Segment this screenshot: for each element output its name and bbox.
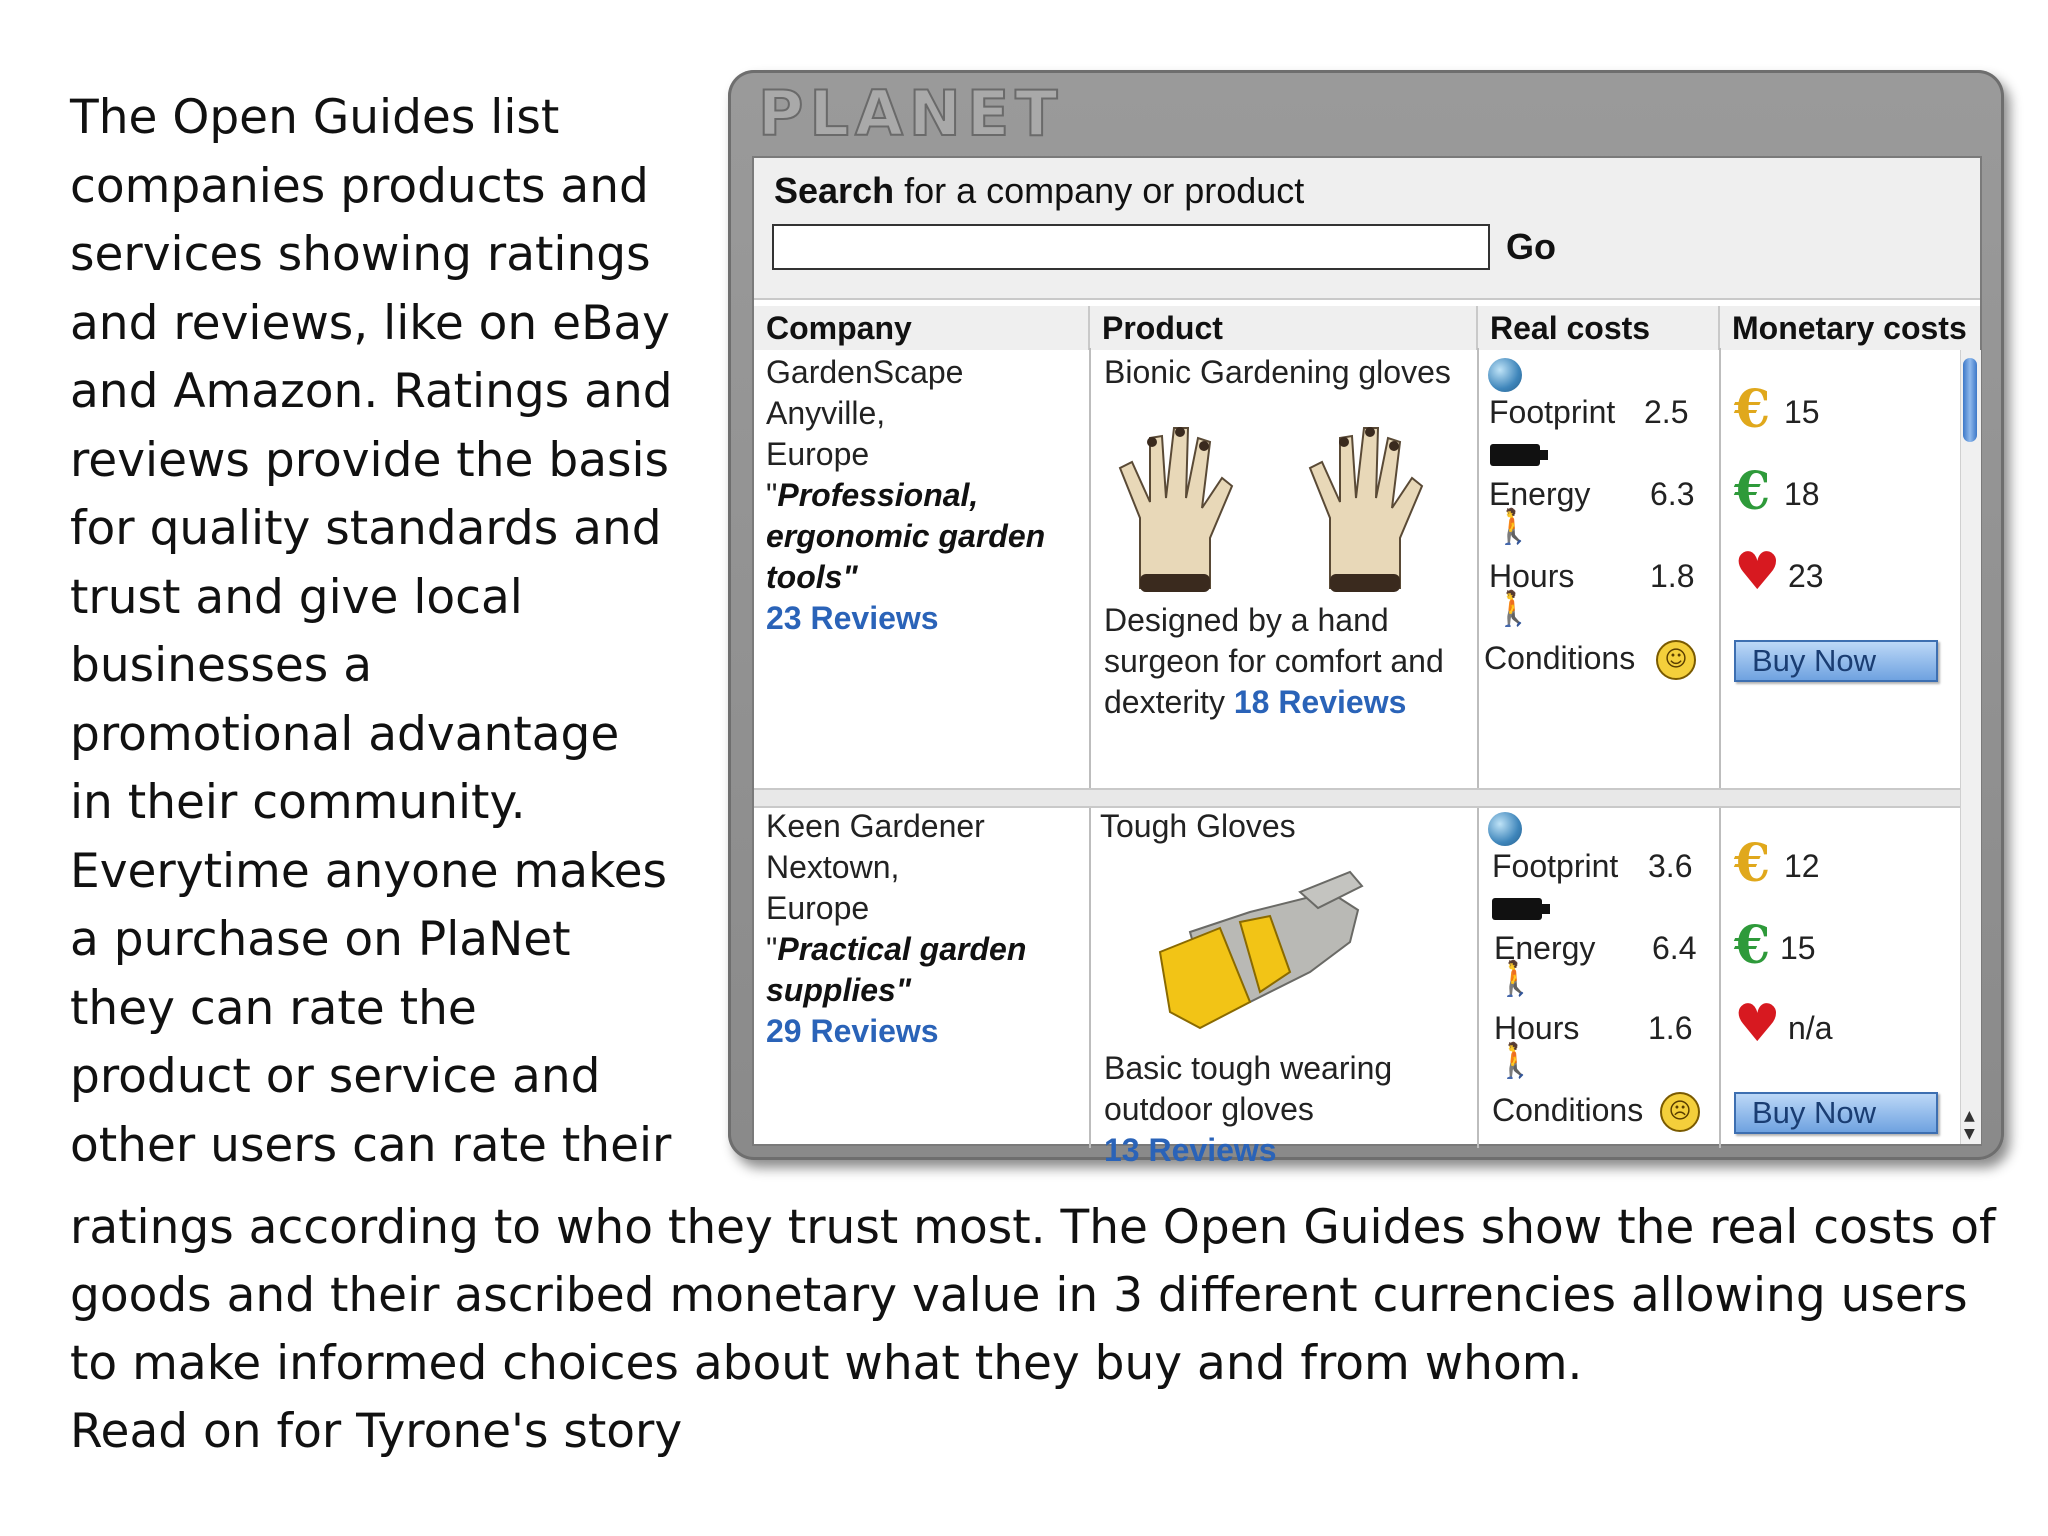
company-region: Europe bbox=[766, 436, 870, 472]
energy-label: Energy bbox=[1489, 476, 1591, 512]
energy-label: Energy bbox=[1494, 930, 1596, 966]
conditions-label: Conditions bbox=[1492, 1092, 1644, 1128]
euro-green-icon: € bbox=[1734, 461, 1771, 522]
worried-face-icon: ☹ bbox=[1660, 1092, 1700, 1132]
buy-now-button[interactable]: Buy Now bbox=[1734, 1092, 1938, 1134]
product-reviews-link[interactable]: 13 Reviews bbox=[1104, 1132, 1277, 1168]
footprint-value: 3.6 bbox=[1648, 848, 1693, 884]
quote-text: Professional, bbox=[777, 477, 979, 513]
quote-text: Practical garden bbox=[777, 931, 1027, 967]
globe-icon bbox=[1488, 358, 1522, 392]
text-line: goods and their ascribed monetary value in 3 different currencies allowing users bbox=[70, 1268, 1968, 1323]
text-line: they can rate the bbox=[70, 980, 477, 1036]
walking-person-icon: 🚶 bbox=[1492, 507, 1535, 547]
product-desc-text: dexterity bbox=[1104, 684, 1225, 720]
company-town: Nextown, bbox=[766, 849, 900, 885]
column-header-product: Product bbox=[1090, 306, 1478, 350]
money-value-3: 23 bbox=[1788, 558, 1824, 594]
text-line: companies products and bbox=[70, 158, 649, 214]
battery-icon bbox=[1492, 898, 1542, 920]
product-desc-line-with-link bbox=[1104, 682, 1474, 723]
text-line: a purchase on PlaNet bbox=[70, 912, 571, 967]
text-line: reviews provide the basis bbox=[70, 432, 670, 488]
quote-mark: " bbox=[766, 931, 778, 967]
company-name: GardenScape bbox=[766, 354, 964, 390]
logo-text: PLANET bbox=[758, 77, 1064, 150]
text-line: businesses a bbox=[70, 638, 372, 693]
table-row bbox=[754, 350, 1960, 788]
footprint-label: Footprint bbox=[1492, 848, 1619, 884]
column-header-company: Company bbox=[754, 306, 1090, 350]
company-town: Anyville, bbox=[766, 395, 886, 431]
slide-bottom-text bbox=[70, 1194, 2010, 1466]
conditions-label: Conditions bbox=[1484, 640, 1636, 676]
product-description bbox=[1104, 600, 1474, 723]
search-input[interactable] bbox=[772, 224, 1490, 270]
quote-mark: " bbox=[766, 477, 778, 513]
euro-gold-icon: € bbox=[1734, 833, 1771, 894]
energy-value: 6.4 bbox=[1652, 930, 1697, 966]
bionic-gloves-image bbox=[1100, 398, 1472, 608]
hours-value: 1.8 bbox=[1650, 558, 1695, 594]
company-reviews-link[interactable]: 29 Reviews bbox=[766, 1013, 939, 1049]
column-header-real-costs: Real costs bbox=[1478, 306, 1720, 350]
product-name: Bionic Gardening gloves bbox=[1104, 354, 1451, 390]
money-value-1: 12 bbox=[1784, 848, 1820, 884]
euro-gold-icon: € bbox=[1734, 379, 1771, 440]
company-cell bbox=[766, 806, 1084, 1052]
column-header-monetary-costs: Monetary costs bbox=[1720, 306, 1980, 350]
battery-icon bbox=[1490, 444, 1540, 466]
search-label-rest: for a company or product bbox=[894, 170, 1305, 211]
planet-window bbox=[728, 70, 2004, 1168]
scroll-up-arrow-icon[interactable]: ▲ bbox=[1964, 1108, 1975, 1124]
hours-value: 1.6 bbox=[1648, 1010, 1693, 1046]
text-line: in their community. bbox=[70, 775, 526, 830]
company-region: Europe bbox=[766, 890, 870, 926]
text-line: The Open Guides list bbox=[70, 90, 560, 145]
text-line: trust and give local bbox=[70, 569, 523, 625]
money-value-3: n/a bbox=[1788, 1010, 1833, 1046]
product-reviews-link[interactable]: 18 Reviews bbox=[1233, 684, 1407, 720]
text-line: Read on for Tyrone's story bbox=[70, 1404, 683, 1459]
buy-now-button[interactable]: Buy Now bbox=[1734, 640, 1938, 682]
product-description bbox=[1104, 1048, 1474, 1171]
company-cell bbox=[766, 352, 1084, 639]
scroll-down-arrow-icon[interactable]: ▼ bbox=[1964, 1126, 1975, 1142]
text-line: product or service and bbox=[70, 1049, 601, 1104]
table-row bbox=[754, 806, 1960, 1168]
company-name: Keen Gardener bbox=[766, 808, 985, 844]
globe-icon bbox=[1488, 812, 1522, 846]
text-line: services showing ratings bbox=[70, 227, 651, 282]
text-line: for quality standards and bbox=[70, 501, 662, 556]
happy-face-icon: ☺ bbox=[1656, 640, 1696, 680]
quote-text: ergonomic garden bbox=[766, 518, 1046, 554]
hours-label: Hours bbox=[1489, 558, 1575, 594]
money-value-2: 15 bbox=[1780, 930, 1816, 966]
scrollbar-thumb[interactable] bbox=[1963, 358, 1977, 442]
text-line: Everytime anyone makes bbox=[70, 843, 668, 899]
row-divider bbox=[754, 788, 1960, 808]
company-quote bbox=[766, 929, 1084, 970]
footprint-value: 2.5 bbox=[1644, 394, 1689, 430]
money-value-1: 15 bbox=[1784, 394, 1820, 430]
text-line: and reviews, like on eBay bbox=[70, 295, 670, 351]
walking-person-icon: 🚶 bbox=[1494, 1041, 1537, 1081]
product-desc-line: surgeon for comfort and bbox=[1104, 643, 1444, 679]
quote-text: tools" bbox=[766, 559, 858, 595]
product-desc-line: Designed by a hand bbox=[1104, 602, 1389, 638]
search-area bbox=[754, 158, 1980, 300]
text-line: to make informed choices about what they buy and from whom. bbox=[70, 1336, 1583, 1391]
text-line: promotional advantage bbox=[70, 706, 620, 762]
slide-left-text bbox=[70, 84, 690, 1180]
energy-value: 6.3 bbox=[1650, 476, 1695, 512]
heart-icon: ♥ bbox=[1734, 542, 1781, 602]
walking-person-icon: 🚶 bbox=[1494, 959, 1537, 999]
company-quote bbox=[766, 475, 1084, 516]
quote-text: supplies" bbox=[766, 972, 911, 1008]
search-label bbox=[774, 170, 1304, 212]
company-reviews-link[interactable]: 23 Reviews bbox=[766, 600, 939, 636]
scrollbar[interactable] bbox=[1960, 350, 1981, 1144]
euro-green-icon: € bbox=[1734, 915, 1771, 976]
walking-person-icon: 🚶 bbox=[1492, 589, 1535, 629]
product-desc-line: Basic tough wearing bbox=[1104, 1050, 1393, 1086]
text-line: other users can rate their bbox=[70, 1117, 672, 1173]
search-label-bold: Search bbox=[774, 170, 895, 211]
product-desc-line: outdoor gloves bbox=[1104, 1091, 1314, 1127]
text-line: and Amazon. Ratings and bbox=[70, 364, 673, 419]
tough-gloves-image bbox=[1100, 852, 1472, 1042]
product-name: Tough Gloves bbox=[1100, 808, 1296, 844]
footprint-label: Footprint bbox=[1489, 394, 1616, 430]
planet-logo bbox=[758, 77, 1198, 150]
heart-icon: ♥ bbox=[1734, 994, 1781, 1054]
planet-panel bbox=[752, 156, 1982, 1168]
go-button[interactable]: Go bbox=[1500, 222, 1562, 272]
text-line: ratings according to who they trust most. The Open Guides show the real costs of bbox=[70, 1200, 1996, 1255]
money-value-2: 18 bbox=[1784, 476, 1820, 512]
hours-label: Hours bbox=[1494, 1010, 1580, 1046]
